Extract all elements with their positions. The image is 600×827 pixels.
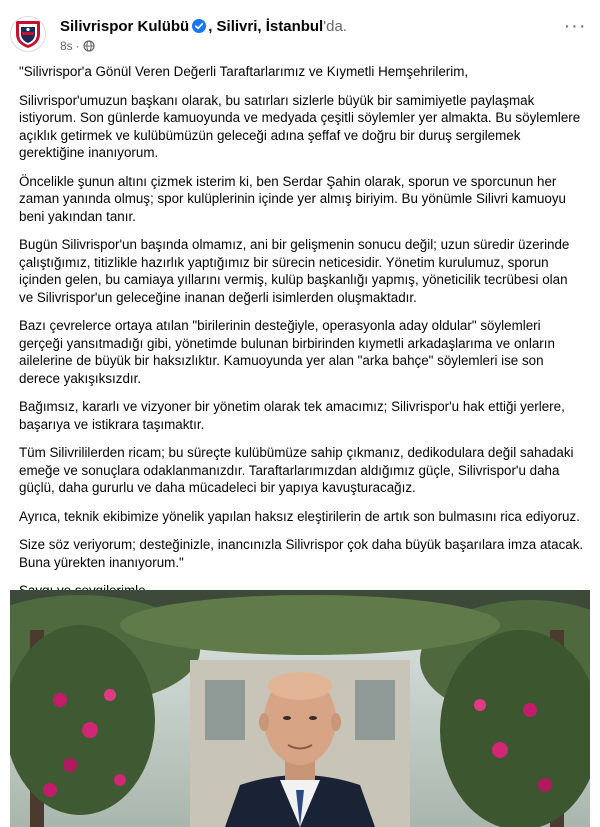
post-timestamp[interactable]: 8s xyxy=(60,39,73,53)
post-photo[interactable] xyxy=(10,590,590,827)
post-paragraph: Silivrispor'umuzun başkanı olarak, bu satırları sizlerle büyük bir samimiyetle paylaşmak istiyorum. Son günlerde kamuoyunda ve medyada çeşitli söylemler yer almakta. Bu söylemlere açıklık getirmek ve kulübümüzün geleceği adına şeffaf ve doğru bir duruş sergilemek gerektiğine inanıyorum. xyxy=(19,92,581,160)
photo-portrait xyxy=(10,590,590,827)
location-separator: , xyxy=(208,18,213,35)
post-paragraph: Bağımsız, kararlı ve vizyoner bir yönetim olarak tek amacımız; Silivrispor'u hak ettiği yerlere, başarıya ve istikrara taşımaktır. xyxy=(19,399,565,432)
location-link[interactable]: Silivri, İstanbul xyxy=(216,18,324,35)
post-paragraph: Bazı çevrelerce ortaya atılan "birilerinin desteğiyle, operasyonla aday oldular" söylemleri gerçeği yansıtmadığı gibi, yönetimde bulunan birbirinden kıymetli arkadaşlarıma ve onların ailelerine de büyük bir haksızlıktır. Kamuoyunda yer alan "arka bahçe" söylemleri ise son derece yakışıksızdır. xyxy=(19,318,555,386)
post-paragraph: Ayrıca, teknik ekibimize yönelik yapılan haksız eleştirilerin de artık son bulmasını rica ediyoruz. xyxy=(19,508,580,524)
post-header xyxy=(10,14,590,56)
page-name-link[interactable]: Silivrispor Kulübü xyxy=(60,18,190,35)
location-suffix: 'da. xyxy=(323,18,347,35)
globe-icon[interactable] xyxy=(83,40,95,55)
post-paragraph: Bugün Silivrispor'un başında olmamız, ani bir gelişmenin sonucu değil; uzun süredir üzerinde çalıştığımız, titizlikle hazırlık yaptığımız bir sürecin neticesidir. Yönetim kurulumuz, sporun içinden gelen, bu camiaya yıllarını vermiş, kulüp başkanlığı yapmış, yöneticilik tecrübesi olan ve Silivrispor'un geleceğine inanan değerli isimlerden oluşmaktadır. xyxy=(19,237,570,305)
post-paragraph: Öncelikle şunun altını çizmek isterim ki, ben Serdar Şahin olarak, sporun ve sporcunun her zaman yanında olmuş; spor kulüplerinin içinde yer almış biriyim. Bu yönümle Silivri kamuoyu beni yakından tanır. xyxy=(19,173,567,224)
post-paragraph: Tüm Silivrililerden ricam; bu süreçte kulübümüze sahip çıkmanız, dedikodulara değil sahadaki emeğe ve sonuçlara odaklanmanızdır. Taraftarlarımızdan aldığımız güçle, Silivrispor'u daha güçlü, daha gururlu ve daha mücadeleci bir yapıya kavuşturacağız. xyxy=(19,445,574,495)
page-avatar[interactable] xyxy=(10,16,46,52)
post-author-line xyxy=(60,18,347,38)
post-text xyxy=(19,63,585,636)
post-paragraph: "Silivrispor'a Gönül Veren Değerli Taraftarlarımız ve Kıymetli Hemşehrilerim, xyxy=(19,64,469,79)
post-paragraph: Size söz veriyorum; desteğinizle, inancınızla Silivrispor çok daha büyük başarılara imza atacak. Buna yürekten inanıyorum." xyxy=(19,537,584,570)
verified-badge-icon xyxy=(192,19,206,38)
club-logo-icon xyxy=(11,17,45,51)
meta-dot: · xyxy=(75,39,80,53)
more-options-button[interactable]: ··· xyxy=(563,15,587,37)
post-meta xyxy=(60,39,95,55)
